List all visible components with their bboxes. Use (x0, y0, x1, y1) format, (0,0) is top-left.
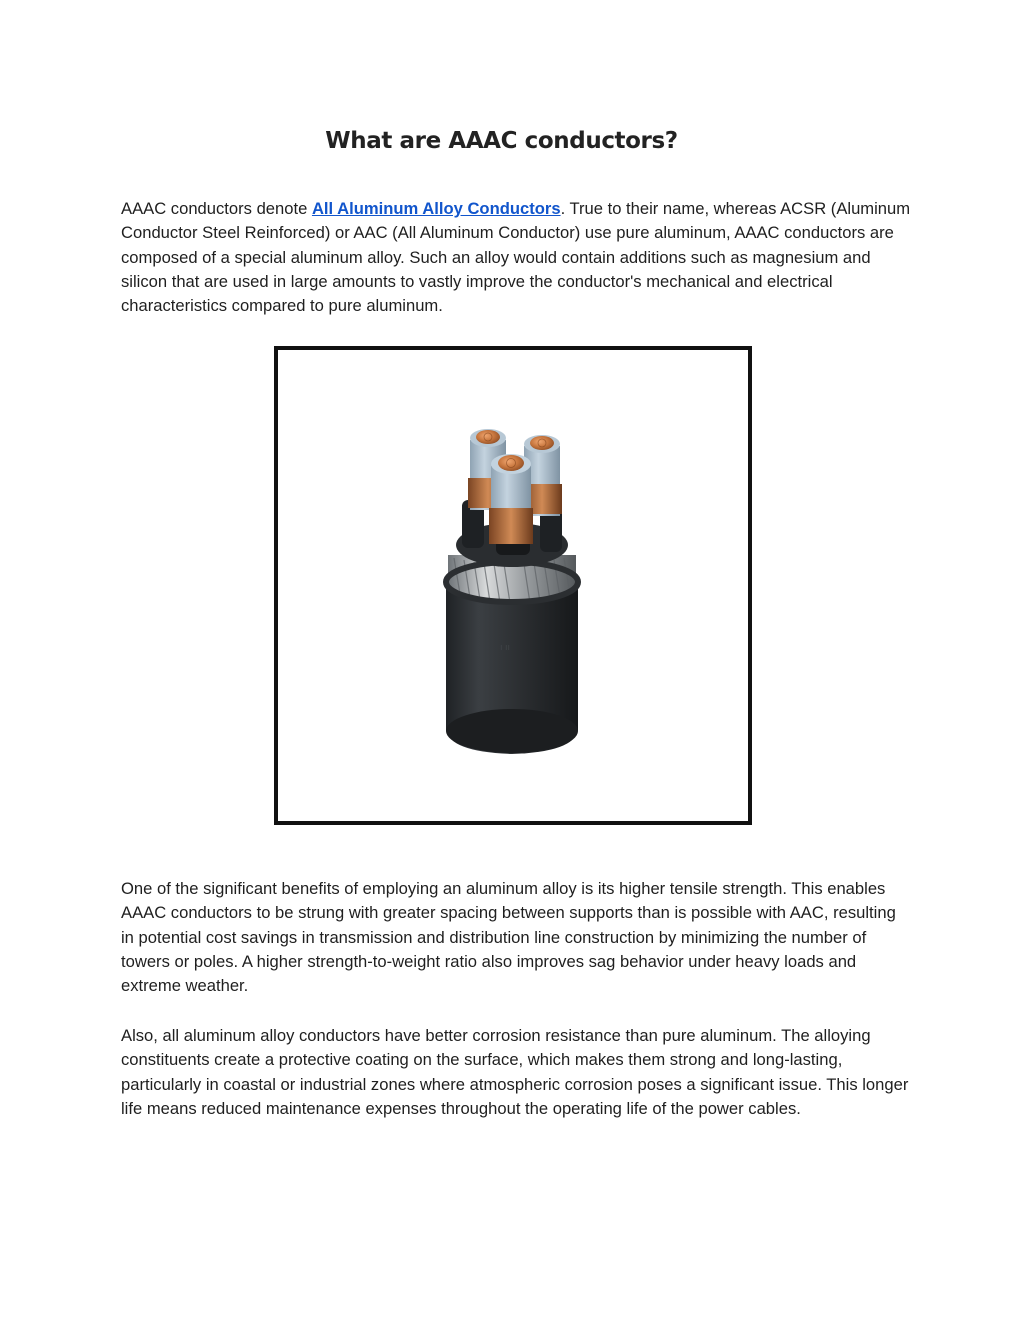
intro-text-before-link: AAAC conductors denote (121, 199, 312, 218)
intro-paragraph (121, 197, 911, 318)
cable-image-frame (274, 346, 752, 825)
svg-text:ı ıı: ı ıı (500, 642, 511, 652)
intro-text-after-link: . True to their name, whereas ACSR (Aluminum Conductor Steel Reinforced) or AAC (All Aluminum Conductor) use pure aluminum, AAAC conductors are composed of a special aluminum alloy. Such an alloy would contain additions such as magnesium and silicon that are used in large amounts to vastly improve the conductor's mechanical and electrical characteristics compared to pure aluminum. (121, 199, 911, 316)
corrosion-resistance-paragraph: Also, all aluminum alloy conductors have better corrosion resistance than pure aluminum. The alloying constituents create a protective coating on the surface, which makes them strong and long-lasting, particularly in coastal or industrial zones where atmospheric corrosion poses a significant issue. This longer life means reduced maintenance expenses throughout the operating life of the power cables. (121, 1026, 909, 1118)
tensile-strength-paragraph: One of the significant benefits of employing an aluminum alloy is its higher tensile strength. This enables AAAC conductors to be strung with greater spacing between supports than is possible with AAC, resulting in potential cost savings in transmission and distribution line construction by minimizing the number of towers or poles. A higher strength-to-weight ratio also improves sag behavior under heavy loads and extreme weather. (121, 879, 896, 996)
page-title: What are AAAC conductors? (325, 128, 678, 154)
aaac-conductors-link[interactable]: All Aluminum Alloy Conductors (311, 199, 561, 218)
power-cable-image (278, 350, 748, 821)
